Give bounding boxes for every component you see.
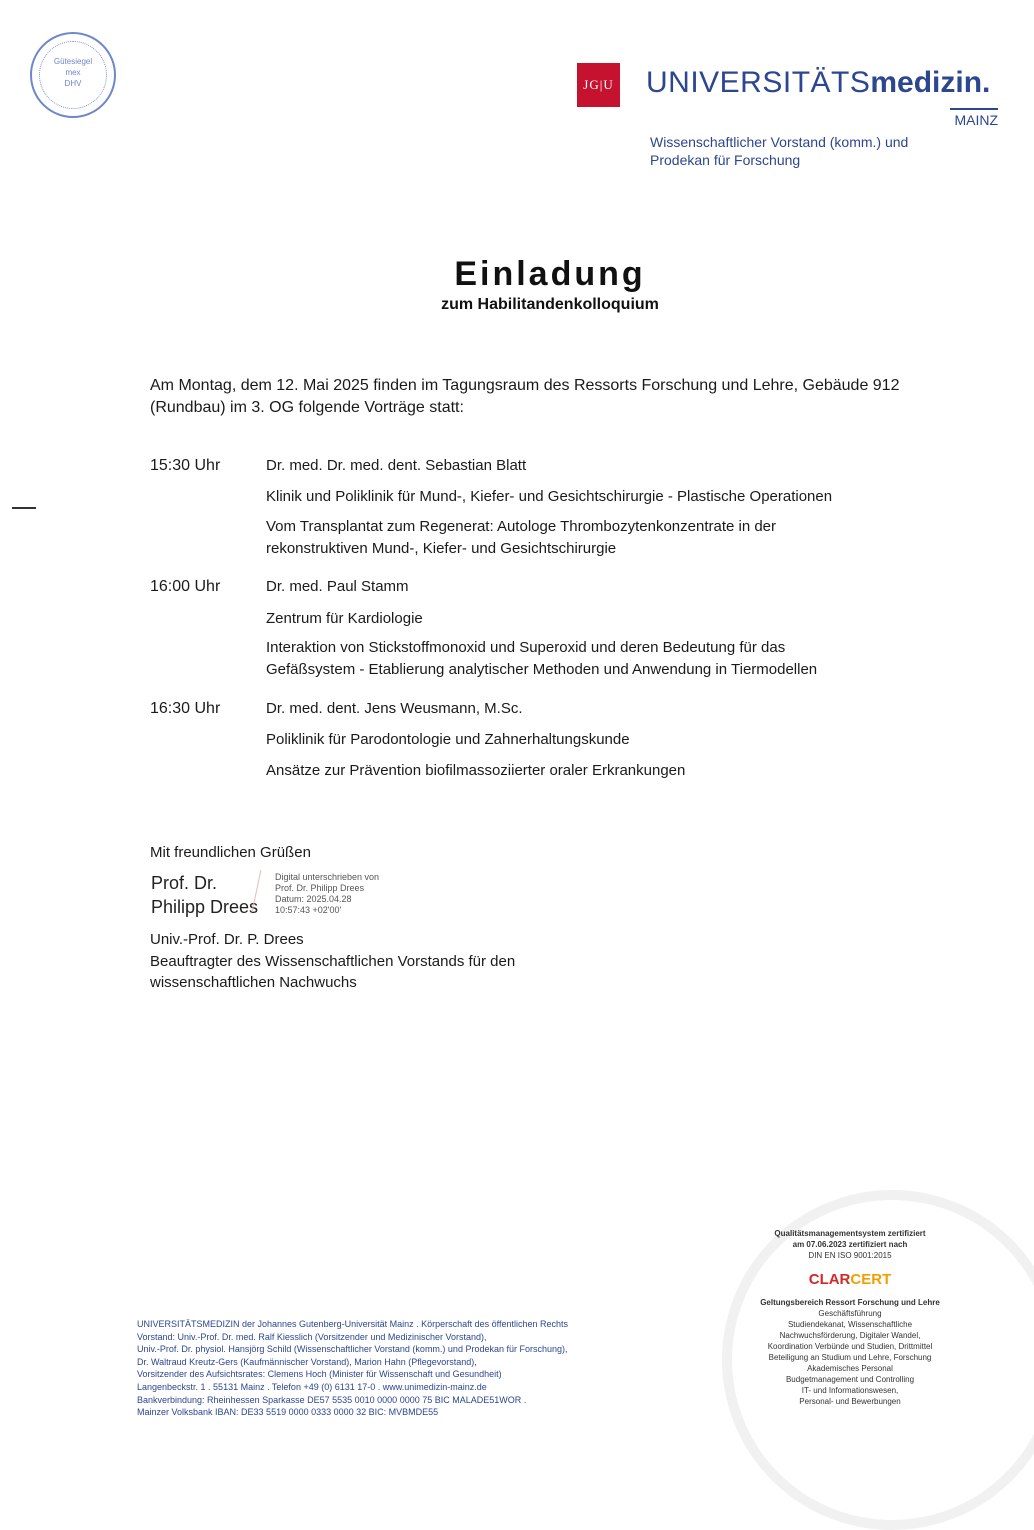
stamp-line-1: Gütesiegel	[53, 57, 93, 66]
talk-2-speaker: Dr. med. Paul Stamm	[266, 578, 409, 595]
closing-line-3: wissenschaftlichen Nachwuchs	[150, 974, 357, 991]
logo-word-bold: medizin.	[870, 66, 991, 99]
talk-1-topic-line-2: rekonstruktiven Mund-, Kiefer- und Gesichtschirurgie	[266, 540, 617, 557]
talk-3-department: Poliklinik für Parodontologie und Zahnerhaltungskunde	[266, 731, 630, 748]
talk-3-topic-line-1: Ansätze zur Prävention biofilmassoziierter oraler Erkrankungen	[266, 762, 686, 779]
talk-3-speaker: Dr. med. dent. Jens Weusmann, M.Sc.	[266, 700, 523, 717]
closing-line-1: Univ.-Prof. Dr. P. Drees	[150, 931, 304, 948]
greeting: Mit freundlichen Grüßen	[150, 844, 311, 861]
talk-2-time: 16:00 Uhr	[150, 578, 221, 595]
footer-line-7: Bankverbindung: Rheinhessen Sparkasse DE57 5535 0010 0000 0000 75 BIC MALADE51WOR .	[137, 1394, 527, 1405]
signature-meta-4: 10:57:43 +02'00'	[275, 905, 342, 915]
cert-head-3: DIN EN ISO 9001:2015	[808, 1251, 892, 1260]
talk-1-time: 15:30 Uhr	[150, 457, 221, 474]
clarcert-logo-a: CLAR	[808, 1271, 851, 1288]
footer-line-5: Vorsitzender des Aufsichtsrates: Clemens Hoch (Minister für Wissenschaft und Gesundheit)	[137, 1369, 502, 1380]
signature-meta-2: Prof. Dr. Philipp Drees	[275, 883, 365, 893]
talk-1-topic-line-1: Vom Transplantat zum Regenerat: Autologe Thrombozytenkonzentrate in der	[266, 518, 777, 535]
clarcert-logo	[752, 1269, 948, 1291]
fold-mark	[12, 507, 36, 509]
cert-scope-item: Beteiligung an Studium und Lehre, Forschung	[768, 1353, 932, 1362]
cert-scope-item: Nachwuchsförderung, Digitaler Wandel,	[779, 1331, 921, 1340]
org-line-2: Prodekan für Forschung	[650, 152, 801, 168]
quality-seal-stamp	[30, 32, 116, 118]
page-title-text: Einladung	[454, 255, 646, 293]
footer-legal	[137, 1318, 657, 1419]
cert-scope-item: Akademisches Personal	[807, 1364, 893, 1373]
cert-scope-item: IT- und Informationswesen,	[801, 1386, 899, 1395]
talk-2-topic-line-2: Gefäßsystem - Etablierung analytischer Methoden und Anwendung in Tiermodellen	[266, 661, 818, 678]
logo-word-light: UNIVERSITÄTS	[646, 66, 871, 99]
clarcert-logo-b: CERT	[850, 1271, 892, 1288]
stamp-text	[32, 56, 114, 89]
signature-name-line-1: Prof. Dr.	[151, 873, 218, 893]
signature-meta-3: Datum: 2025.04.28	[275, 894, 352, 904]
certification-block	[752, 1228, 948, 1407]
stamp-line-3: DHV	[64, 79, 82, 88]
signature-meta-1: Digital unterschrieben von	[275, 872, 380, 882]
cert-head-1: Qualitätsmanagementsystem zertifiziert	[774, 1229, 926, 1238]
cert-head-2: am 07.06.2023 zertifiziert nach	[792, 1240, 908, 1249]
closing-line-2: Beauftragter des Wissenschaftlichen Vorstands für den	[150, 953, 516, 970]
footer-line-1: UNIVERSITÄTSMEDIZIN der Johannes Gutenberg-Universität Mainz . Körperschaft des öffentlichen Rechts	[137, 1319, 569, 1329]
intro-paragraph: Am Montag, dem 12. Mai 2025 finden im Tagungsraum des Ressorts Forschung und Lehre, Gebäude 912 (Rundbau) im 3. OG folgende Vorträge statt:	[150, 377, 900, 416]
org-line-1: Wissenschaftlicher Vorstand (komm.) und	[650, 134, 909, 150]
footer-line-6: Langenbeckstr. 1 . 55131 Mainz . Telefon +49 (0) 6131 17-0 . www.unimedizin-mainz.de	[137, 1381, 487, 1392]
talk-1-speaker: Dr. med. Dr. med. dent. Sebastian Blatt	[266, 457, 527, 474]
page-title	[0, 255, 1034, 294]
cert-scope-title: Geltungsbereich Ressort Forschung und Lehre	[760, 1298, 940, 1307]
footer-line-3: Univ.-Prof. Dr. physiol. Hansjörg Schild (Wissenschaftlicher Vorstand (komm.) und Prodekan für Forschung),	[137, 1344, 568, 1355]
digital-signature-info	[275, 872, 379, 916]
talk-3-time: 16:30 Uhr	[150, 700, 221, 717]
cert-scope-item: Personal- und Bewerbungen	[799, 1397, 901, 1406]
universitaetsmedizin-logo	[646, 66, 990, 100]
cert-scope-item: Koordination Verbünde und Studien, Drittmittel	[767, 1342, 933, 1351]
talk-2-topic-line-1: Interaktion von Stickstoffmonoxid und Superoxid und deren Bedeutung für das	[266, 639, 786, 656]
footer-line-8: Mainzer Volksbank IBAN: DE33 5519 0000 0333 0000 32 BIC: MVBMDE55	[137, 1407, 439, 1418]
footer-line-4: Dr. Waltraud Kreutz-Gers (Kaufmännischer Vorstand), Marion Hahn (Pflegevorstand),	[137, 1356, 477, 1367]
page-subtitle: zum Habilitandenkolloquium	[441, 296, 659, 313]
logo-city: MAINZ	[950, 108, 998, 128]
cert-scope-item: Studiendekanat, Wissenschaftliche	[787, 1320, 913, 1329]
talk-2-department: Zentrum für Kardiologie	[266, 610, 423, 627]
cert-scope-item: Budgetmanagement und Controlling	[785, 1375, 915, 1384]
signature-name-line-2: Philipp Drees	[151, 897, 259, 917]
cert-scope-item: Geschäftsführung	[818, 1309, 882, 1318]
talk-1-department: Klinik und Poliklinik für Mund-, Kiefer- und Gesichtschirurgie - Plastische Operationen	[266, 488, 833, 505]
footer-line-2: Vorstand: Univ.-Prof. Dr. med. Ralf Kiesslich (Vorsitzender und Medizinischer Vorstand),	[137, 1331, 487, 1342]
stamp-line-2: mex	[65, 68, 81, 77]
jgu-logo-mark: JG|U	[577, 63, 620, 107]
